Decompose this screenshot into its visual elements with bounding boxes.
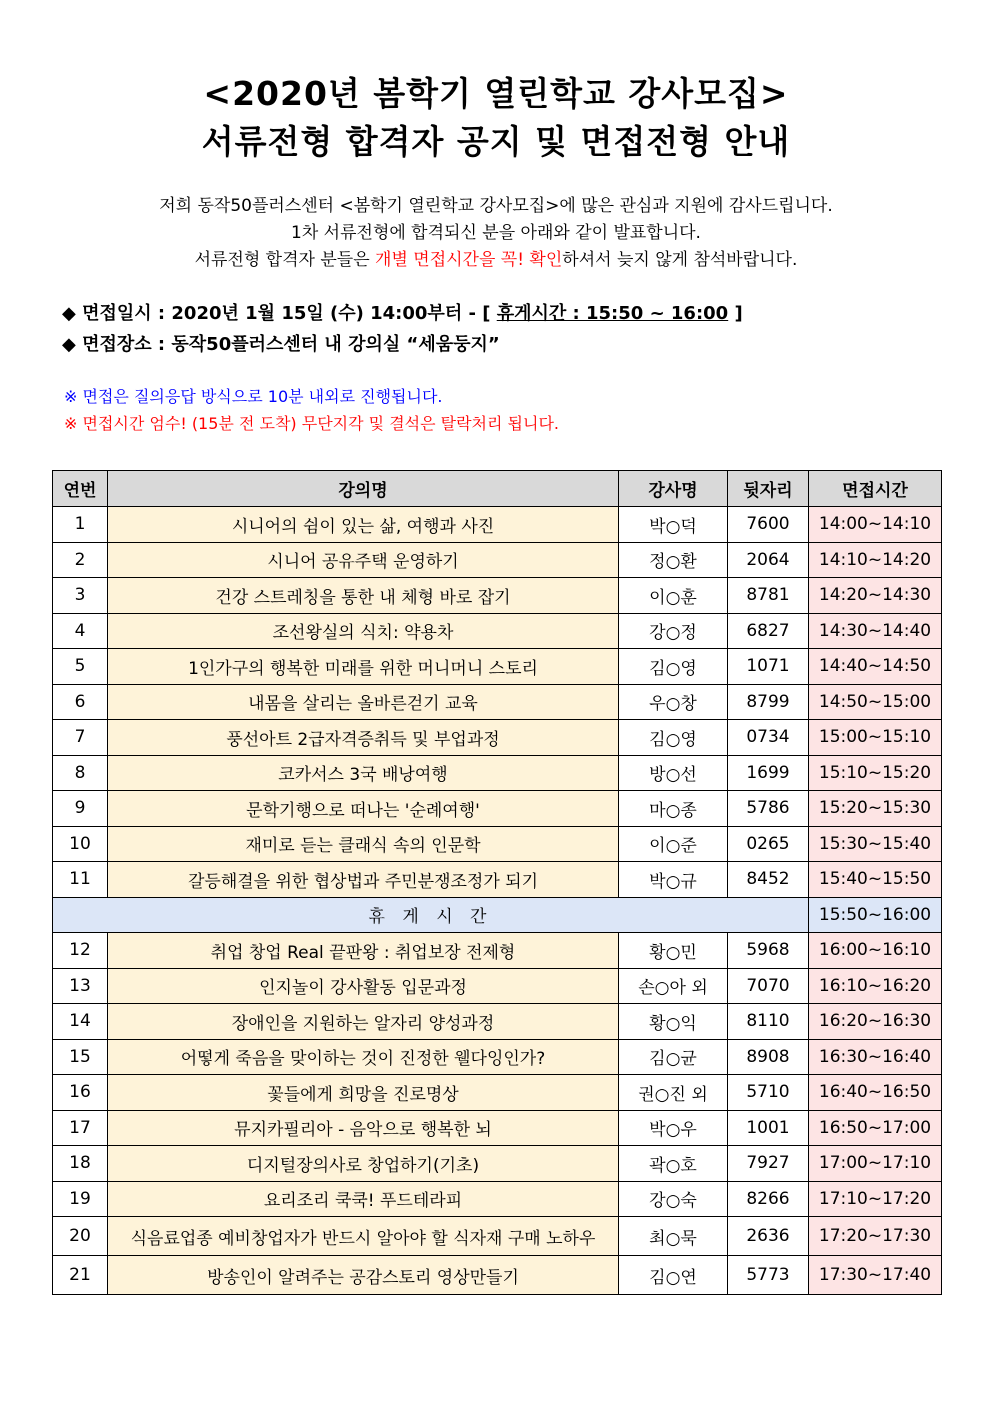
table-row (53, 684, 942, 720)
cell-interview-time: 16:00~16:10 (809, 933, 942, 969)
note-punctuality: ※ 면접시간 엄수! (15분 전 도착) 무단지각 및 결석은 탈락처리 됩니다. (64, 414, 560, 433)
cell-instructor: 이○준 (619, 826, 728, 862)
cell-interview-time: 16:30~16:40 (809, 1039, 942, 1075)
cell-instructor: 황○익 (619, 1004, 728, 1040)
table-row (53, 613, 942, 649)
break-time-note: 휴게시간 : 15:50 ~ 16:00 (496, 303, 729, 324)
cell-course: 건강 스트레칭을 통한 내 체형 바로 잡기 (108, 578, 619, 614)
header-no: 연번 (53, 471, 108, 507)
interview-place: ◆ 면접장소 : 동작50플러스센터 내 강의실 “세움둥지” (62, 334, 500, 355)
cell-no: 3 (53, 578, 108, 614)
header-interview-time: 면접시간 (809, 471, 942, 507)
cell-interview-time: 15:20~15:30 (809, 791, 942, 827)
cell-phone-last: 5968 (728, 933, 809, 969)
interview-date-text: ◆ 면접일시 : 2020년 1월 15일 (수) 14:00부터 - [ (62, 303, 497, 324)
cell-instructor: 이○훈 (619, 578, 728, 614)
cell-course: 갈등해결을 위한 협상법과 주민분쟁조정가 되기 (108, 862, 619, 898)
cell-phone-last: 8908 (728, 1039, 809, 1075)
intro-line-3-end: 하셔서 늦지 않게 참석바랍니다. (562, 250, 798, 270)
cell-phone-last: 5710 (728, 1075, 809, 1111)
header-instructor: 강사명 (619, 471, 728, 507)
cell-course: 방송인이 알려주는 공감스토리 영상만들기 (108, 1256, 619, 1295)
cell-phone-last: 8781 (728, 578, 809, 614)
cell-instructor: 김○연 (619, 1256, 728, 1295)
cell-phone-last: 2636 (728, 1217, 809, 1256)
intro-highlight: 개별 면접시간을 꼭! 확인 (375, 250, 563, 270)
cell-no: 11 (53, 862, 108, 898)
cell-course: 장애인을 지원하는 알자리 양성과정 (108, 1004, 619, 1040)
cell-phone-last: 1071 (728, 649, 809, 685)
cell-phone-last: 7600 (728, 507, 809, 543)
cell-course: 취업 창업 Real 끝판왕 : 취업보장 전제형 (108, 933, 619, 969)
table-row (53, 968, 942, 1004)
table-row (53, 542, 942, 578)
table-row (53, 1256, 942, 1295)
break-time: 15:50~16:00 (809, 897, 942, 933)
cell-no: 21 (53, 1256, 108, 1295)
cell-course: 시니어의 쉼이 있는 삶, 여행과 사진 (108, 507, 619, 543)
cell-no: 18 (53, 1146, 108, 1182)
cell-course: 뮤지카필리아 - 음악으로 행복한 뇌 (108, 1110, 619, 1146)
table-body (53, 507, 942, 1295)
intro-line-3 (0, 245, 992, 270)
cell-course: 인지놀이 강사활동 입문과정 (108, 968, 619, 1004)
cell-no: 20 (53, 1217, 108, 1256)
header-phone-last: 뒷자리 (728, 471, 809, 507)
cell-no: 5 (53, 649, 108, 685)
cell-course: 조선왕실의 식치: 약용차 (108, 613, 619, 649)
table-row (53, 826, 942, 862)
table-row (53, 507, 942, 543)
cell-instructor: 우○창 (619, 684, 728, 720)
title-line-2: 서류전형 합격자 공지 및 면접전형 안내 (201, 122, 791, 161)
cell-no: 19 (53, 1181, 108, 1217)
cell-interview-time: 15:00~15:10 (809, 720, 942, 756)
interview-date (62, 299, 743, 325)
table-row (53, 1110, 942, 1146)
cell-interview-time: 16:40~16:50 (809, 1075, 942, 1111)
interview-schedule-table (52, 470, 942, 1295)
interview-date-suffix: ] (728, 303, 743, 324)
cell-course: 요리조리 쿡쿡! 푸드테라피 (108, 1181, 619, 1217)
cell-course: 문학기행으로 떠나는 '순례여행' (108, 791, 619, 827)
table-row (53, 649, 942, 685)
cell-course: 내몸을 살리는 올바른걷기 교육 (108, 684, 619, 720)
cell-interview-time: 14:00~14:10 (809, 507, 942, 543)
cell-course: 1인가구의 행복한 미래를 위한 머니머니 스토리 (108, 649, 619, 685)
cell-instructor: 강○숙 (619, 1181, 728, 1217)
cell-interview-time: 14:30~14:40 (809, 613, 942, 649)
table-row (53, 1181, 942, 1217)
cell-instructor: 정○환 (619, 542, 728, 578)
cell-instructor: 마○종 (619, 791, 728, 827)
cell-interview-time: 16:20~16:30 (809, 1004, 942, 1040)
intro-line-2: 1차 서류전형에 합격되신 분을 아래와 같이 발표합니다. (291, 223, 701, 243)
cell-course: 풍선아트 2급자격증취득 및 부업과정 (108, 720, 619, 756)
cell-phone-last: 1699 (728, 755, 809, 791)
cell-phone-last: 1001 (728, 1110, 809, 1146)
cell-phone-last: 7070 (728, 968, 809, 1004)
cell-instructor: 손○아 외 (619, 968, 728, 1004)
cell-interview-time: 14:40~14:50 (809, 649, 942, 685)
cell-no: 7 (53, 720, 108, 756)
cell-instructor: 곽○호 (619, 1146, 728, 1182)
cell-instructor: 강○정 (619, 613, 728, 649)
break-label: 휴 게 시 간 (53, 897, 809, 933)
cell-interview-time: 15:40~15:50 (809, 862, 942, 898)
cell-course: 꽃들에게 희망을 진로명상 (108, 1075, 619, 1111)
cell-no: 14 (53, 1004, 108, 1040)
table-row (53, 862, 942, 898)
table-row (53, 933, 942, 969)
cell-no: 10 (53, 826, 108, 862)
cell-no: 13 (53, 968, 108, 1004)
table-row (53, 1075, 942, 1111)
break-row (53, 897, 942, 933)
cell-course: 어떻게 죽음을 맞이하는 것이 진정한 웰다잉인가? (108, 1039, 619, 1075)
cell-instructor: 박○덕 (619, 507, 728, 543)
cell-interview-time: 16:10~16:20 (809, 968, 942, 1004)
cell-no: 8 (53, 755, 108, 791)
table-row (53, 791, 942, 827)
note-interview-method: ※ 면접은 질의응답 방식으로 10분 내외로 진행됩니다. (64, 387, 443, 406)
cell-no: 15 (53, 1039, 108, 1075)
cell-interview-time: 14:20~14:30 (809, 578, 942, 614)
cell-course: 식음료업종 예비창업자가 반드시 알아야 할 식자재 구매 노하우 (108, 1217, 619, 1256)
cell-instructor: 박○우 (619, 1110, 728, 1146)
cell-no: 6 (53, 684, 108, 720)
cell-no: 2 (53, 542, 108, 578)
title-line-1: <2020년 봄학기 열린학교 강사모집> (203, 74, 789, 113)
cell-interview-time: 15:30~15:40 (809, 826, 942, 862)
intro-line-3-start: 서류전형 합격자 분들은 (194, 250, 376, 270)
cell-no: 16 (53, 1075, 108, 1111)
table-row (53, 720, 942, 756)
cell-interview-time: 15:10~15:20 (809, 755, 942, 791)
table-row (53, 755, 942, 791)
cell-instructor: 김○균 (619, 1039, 728, 1075)
cell-interview-time: 17:20~17:30 (809, 1217, 942, 1256)
cell-interview-time: 17:10~17:20 (809, 1181, 942, 1217)
table-row (53, 1217, 942, 1256)
cell-phone-last: 0265 (728, 826, 809, 862)
cell-phone-last: 2064 (728, 542, 809, 578)
cell-course: 코카서스 3국 배낭여행 (108, 755, 619, 791)
cell-no: 12 (53, 933, 108, 969)
cell-phone-last: 8452 (728, 862, 809, 898)
cell-phone-last: 8110 (728, 1004, 809, 1040)
cell-course: 재미로 듣는 클래식 속의 인문학 (108, 826, 619, 862)
cell-phone-last: 5786 (728, 791, 809, 827)
cell-no: 17 (53, 1110, 108, 1146)
cell-instructor: 황○민 (619, 933, 728, 969)
table-row (53, 1004, 942, 1040)
cell-instructor: 최○묵 (619, 1217, 728, 1256)
table-header-row (53, 471, 942, 507)
cell-no: 1 (53, 507, 108, 543)
cell-no: 4 (53, 613, 108, 649)
intro-line-1: 저희 동작50플러스센터 <봄학기 열린학교 강사모집>에 많은 관심과 지원에 감사드립니다. (159, 196, 833, 216)
cell-instructor: 김○영 (619, 720, 728, 756)
cell-course: 시니어 공유주택 운영하기 (108, 542, 619, 578)
cell-phone-last: 6827 (728, 613, 809, 649)
cell-phone-last: 7927 (728, 1146, 809, 1182)
cell-no: 9 (53, 791, 108, 827)
cell-course: 디지털장의사로 창업하기(기초) (108, 1146, 619, 1182)
table-row (53, 578, 942, 614)
cell-phone-last: 5773 (728, 1256, 809, 1295)
cell-interview-time: 16:50~17:00 (809, 1110, 942, 1146)
cell-instructor: 박○규 (619, 862, 728, 898)
cell-interview-time: 14:50~15:00 (809, 684, 942, 720)
cell-interview-time: 17:00~17:10 (809, 1146, 942, 1182)
table-row (53, 1039, 942, 1075)
header-course: 강의명 (108, 471, 619, 507)
cell-instructor: 권○진 외 (619, 1075, 728, 1111)
table-row (53, 1146, 942, 1182)
cell-instructor: 김○영 (619, 649, 728, 685)
cell-phone-last: 8799 (728, 684, 809, 720)
cell-interview-time: 17:30~17:40 (809, 1256, 942, 1295)
cell-interview-time: 14:10~14:20 (809, 542, 942, 578)
cell-phone-last: 0734 (728, 720, 809, 756)
cell-instructor: 방○선 (619, 755, 728, 791)
cell-phone-last: 8266 (728, 1181, 809, 1217)
